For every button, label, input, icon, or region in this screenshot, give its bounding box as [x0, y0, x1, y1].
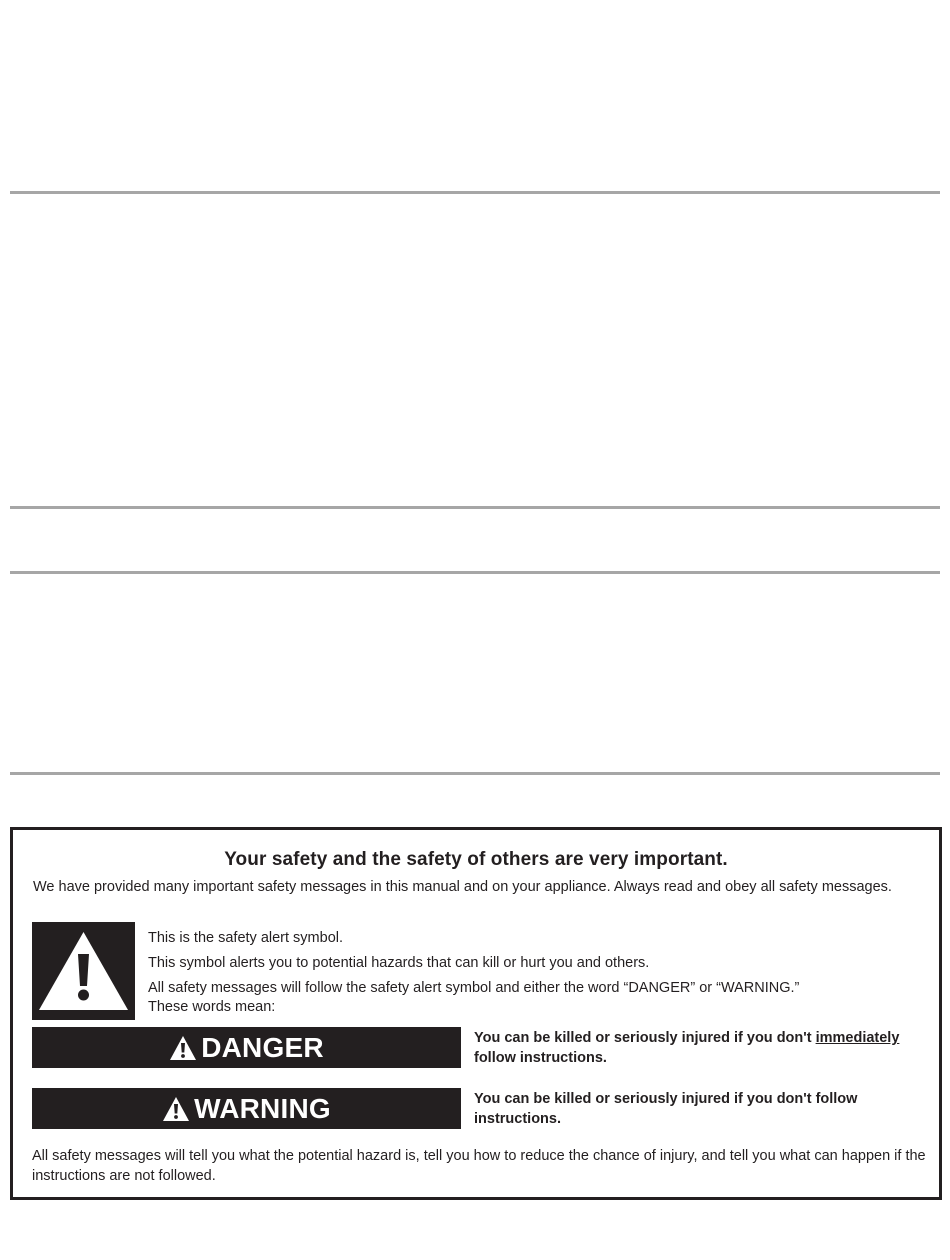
warning-triangle-icon — [169, 1035, 197, 1061]
safety-closing-text: All safety messages will tell you what the potential hazard is, tell you how to reduce the chance of injury, and tell you what can happen if the instructions are not followed. — [32, 1148, 926, 1184]
symbol-line-2: This symbol alerts you to potential hazards that can kill or hurt you and others. — [148, 955, 650, 971]
separator-rule-3 — [10, 571, 940, 574]
symbol-line-1: This is the safety alert symbol. — [148, 930, 344, 946]
safety-title: Your safety and the safety of others are very important. — [224, 849, 728, 870]
safety-information-box — [10, 827, 942, 1200]
separator-rule-2 — [10, 506, 940, 509]
safety-alert-symbol — [32, 922, 135, 1020]
warning-triangle-icon — [162, 1096, 190, 1122]
danger-description-text: You can be killed or seriously injured if you don't — [474, 1030, 816, 1046]
separator-rule-4 — [10, 772, 940, 775]
danger-signal-word: DANGER — [201, 1032, 324, 1063]
symbol-line-3: All safety messages will follow the safety alert symbol and either the word “DANGER” or “WARNING.” — [148, 980, 800, 996]
warning-description: You can be killed or seriously injured if you don't follow instructions. — [474, 1091, 858, 1127]
separator-rule-1 — [10, 191, 940, 194]
warning-triangle-icon — [32, 922, 135, 1020]
safety-intro-text: We have provided many important safety messages in this manual and on your appliance. Always read and obey all safety messages. — [33, 879, 892, 895]
warning-signal-word: WARNING — [194, 1093, 331, 1124]
danger-description — [474, 1028, 934, 1068]
danger-description-tail: follow instructions. — [474, 1050, 607, 1066]
danger-signal-bar — [32, 1027, 461, 1068]
symbol-line-4: These words mean: — [148, 999, 276, 1015]
warning-signal-bar — [32, 1088, 461, 1129]
danger-description-emphasis: immediately — [815, 1030, 900, 1046]
